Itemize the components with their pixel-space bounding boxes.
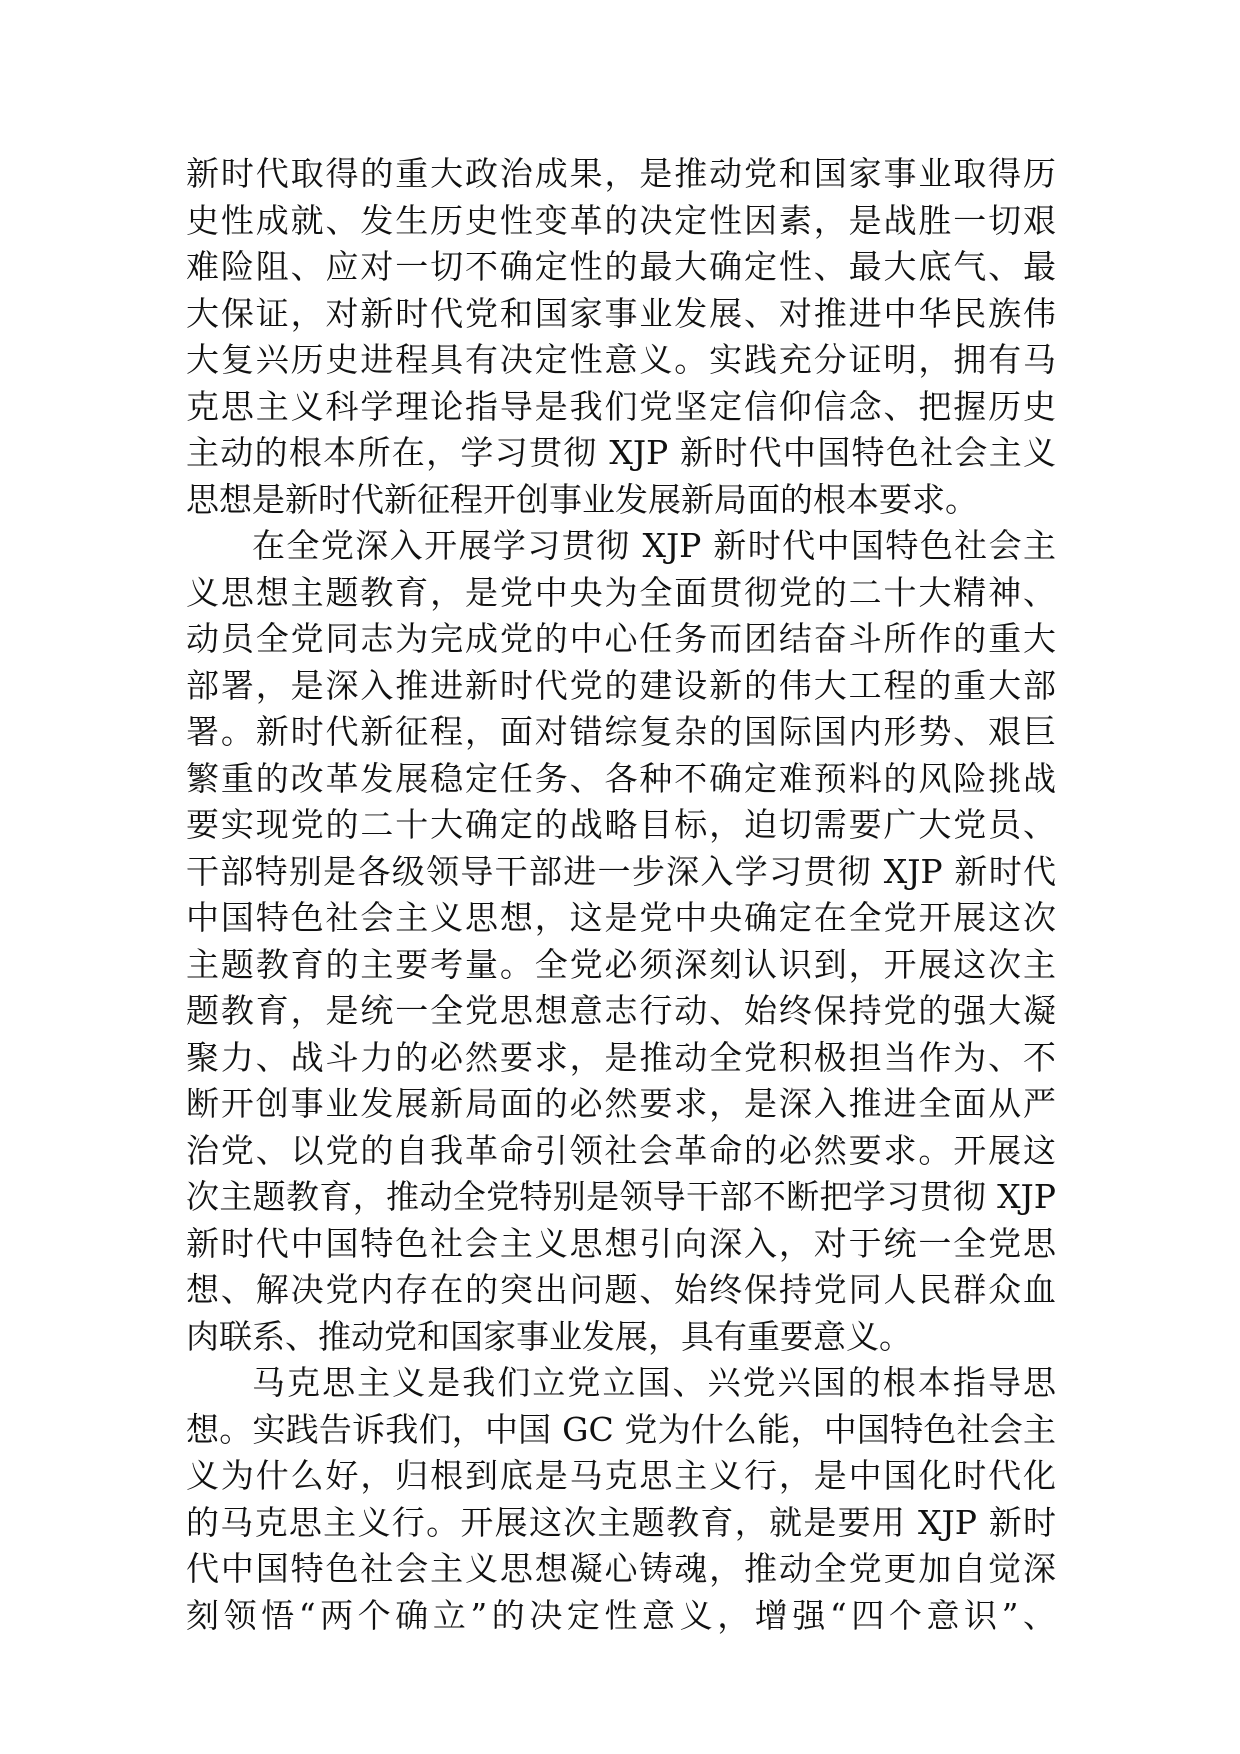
text-line: 繁重的改革发展稳定任务、各种不确定难预料的风险挑战 xyxy=(186,758,1056,798)
text-line: 动员全党同志为完成党的中心任务而团结奋斗所作的重大 xyxy=(186,619,1056,658)
text-line: 克思主义科学理论指导是我们党坚定信仰信念、把握历史 xyxy=(186,386,1056,426)
text-line: 的马克思主义行。开展这次主题教育，就是要用 XJP 新时 xyxy=(186,1502,1056,1542)
text-line: 署。新时代新征程，面对错综复杂的国际国内形势、艰巨 xyxy=(186,712,1056,751)
text-line: 次主题教育，推动全党特别是领导干部不断把学习贯彻 XJP xyxy=(186,1177,1056,1216)
text-line: 大保证，对新时代党和国家事业发展、对推进中华民族伟 xyxy=(186,293,1056,333)
text-line: 治党、以党的自我革命引领社会革命的必然要求。开展这 xyxy=(186,1130,1056,1170)
text-line: 中国特色社会主义思想，这是党中央确定在全党开展这次 xyxy=(186,898,1056,937)
text-line: 主题教育的主要考量。全党必须深刻认识到，开展这次主 xyxy=(186,944,1056,984)
text-line: 马克思主义是我们立党立国、兴党兴国的根本指导思 xyxy=(252,1363,1056,1402)
body-text xyxy=(186,151,1056,1639)
text-line: 思想是新时代新征程开创事业发展新局面的根本要求。 xyxy=(186,479,978,519)
text-line: 大复兴历史进程具有决定性意义。实践充分证明，拥有马 xyxy=(186,340,1056,379)
text-line: 断开创事业发展新局面的必然要求，是深入推进全面从严 xyxy=(186,1084,1056,1123)
text-line: 部署，是深入推进新时代党的建设新的伟大工程的重大部 xyxy=(186,665,1056,705)
text-line: 义思想主题教育，是党中央为全面贯彻党的二十大精神、 xyxy=(186,572,1056,612)
text-line: 想。实践告诉我们，中国 GC 党为什么能，中国特色社会主 xyxy=(186,1409,1056,1449)
text-line: 史性成就、发生历史性变革的决定性因素，是战胜一切艰 xyxy=(186,200,1056,240)
text-line: 在全党深入开展学习贯彻 XJP 新时代中国特色社会主 xyxy=(252,526,1056,565)
text-line: 义为什么好，归根到底是马克思主义行，是中国化时代化 xyxy=(186,1456,1056,1495)
text-line: 新时代取得的重大政治成果，是推动党和国家事业取得历 xyxy=(186,154,1056,193)
text-line: 肉联系、推动党和国家事业发展，具有重要意义。 xyxy=(186,1316,912,1356)
text-line: 代中国特色社会主义思想凝心铸魂，推动全党更加自觉深 xyxy=(186,1549,1056,1588)
text-line: 要实现党的二十大确定的战略目标，迫切需要广大党员、 xyxy=(186,805,1056,844)
text-line: 刻领悟“两个确立”的决定性意义，增强“四个意识”、 xyxy=(186,1595,1056,1635)
text-line: 难险阻、应对一切不确定性的最大确定性、最大底气、最 xyxy=(186,247,1056,286)
text-line: 新时代中国特色社会主义思想引向深入，对于统一全党思 xyxy=(186,1223,1056,1263)
text-line: 干部特别是各级领导干部进一步深入学习贯彻 XJP 新时代 xyxy=(186,851,1056,891)
text-line: 主动的根本所在，学习贯彻 XJP 新时代中国特色社会主义 xyxy=(186,433,1056,472)
text-line: 题教育，是统一全党思想意志行动、始终保持党的强大凝 xyxy=(186,991,1056,1030)
text-line: 想、解决党内存在的突出问题、始终保持党同人民群众血 xyxy=(186,1270,1056,1309)
text-line: 聚力、战斗力的必然要求，是推动全党积极担当作为、不 xyxy=(186,1037,1056,1077)
